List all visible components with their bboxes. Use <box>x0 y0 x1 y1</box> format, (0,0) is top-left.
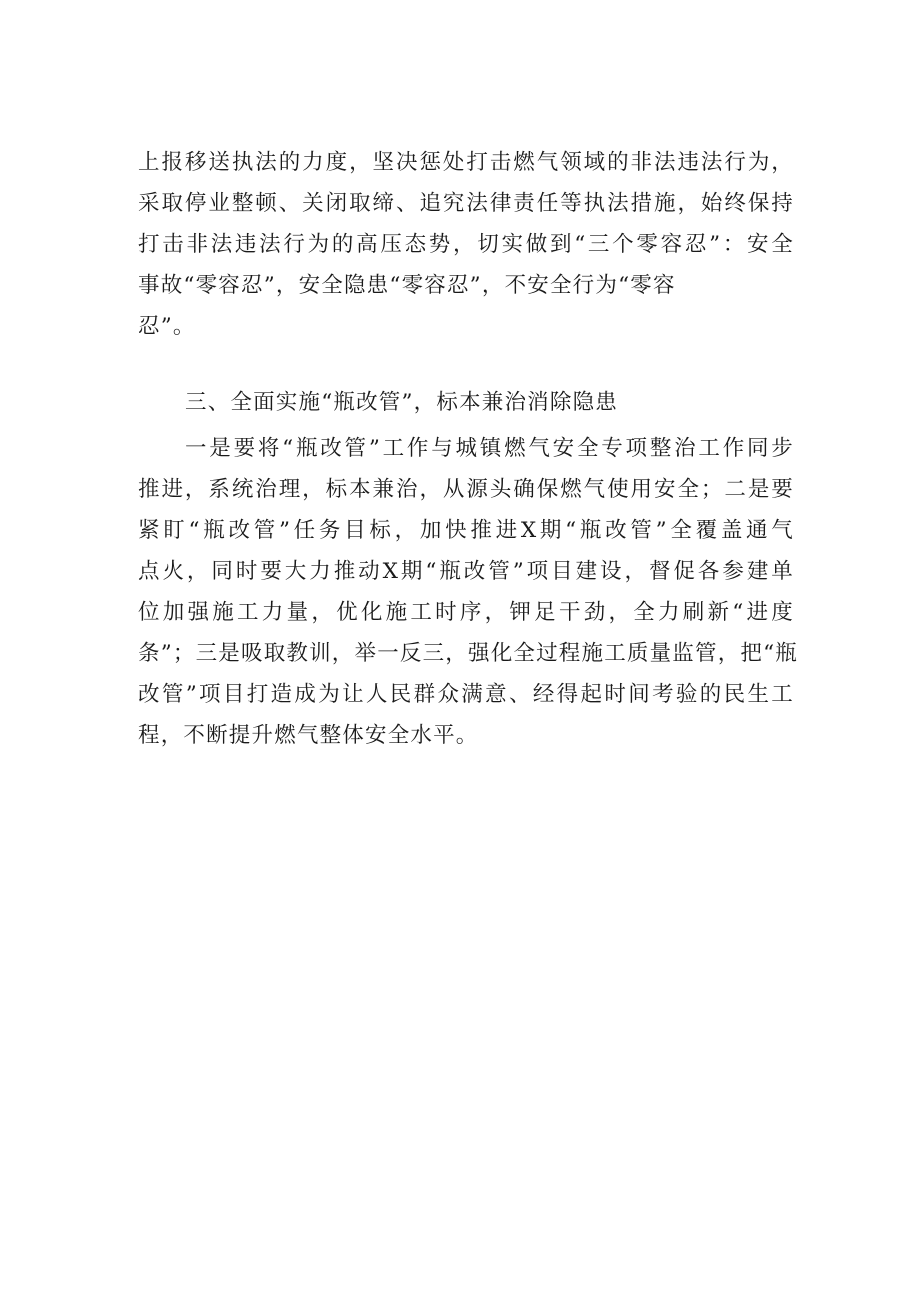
paragraph-line: 上报移送执法的力度，坚决惩处打击燃气领域的非法违法行为， <box>138 150 794 175</box>
paragraph-line: 推进，系统治理，标本兼治，从源头确保燃气使用安全；二是要 <box>138 477 794 502</box>
paragraph-line: 点火，同时要大力推动X期“瓶改管”项目建设，督促各参建单 <box>138 559 794 584</box>
paragraph-line: 一是要将“瓶改管”工作与城镇燃气安全专项整治工作同步 <box>185 436 794 461</box>
paragraph-line: 条”；三是吸取教训，举一反三，强化全过程施工质量监管，把“瓶 <box>138 641 798 666</box>
paragraph-line: 程，不断提升燃气整体安全水平。 <box>138 723 479 748</box>
paragraph-line: 忍”。 <box>138 314 196 339</box>
paragraph-section-3 <box>138 428 798 756</box>
section-heading: 三、全面实施“瓶改管”，标本兼治消除隐患 <box>185 390 618 415</box>
section-heading-block <box>138 382 794 423</box>
paragraph-line: 打击非法违法行为的高压态势，切实做到“三个零容忍”：安全 <box>138 232 794 257</box>
paragraph-line: 事故“零容忍”，安全隐患“零容忍”，不安全行为“零容 <box>138 273 676 298</box>
paragraph-line: 改管”项目打造成为让人民群众满意、经得起时间考验的民生工 <box>138 682 794 707</box>
paragraph-continued <box>138 142 794 347</box>
paragraph-line: 位加强施工力量，优化施工时序，钾足干劲，全力刷新“进度 <box>138 600 794 625</box>
paragraph-line: 紧盯“瓶改管”任务目标，加快推进X期“瓶改管”全覆盖通气 <box>138 518 794 543</box>
paragraph-line: 采取停业整顿、关闭取缔、追究法律责任等执法措施，始终保持 <box>138 191 794 216</box>
